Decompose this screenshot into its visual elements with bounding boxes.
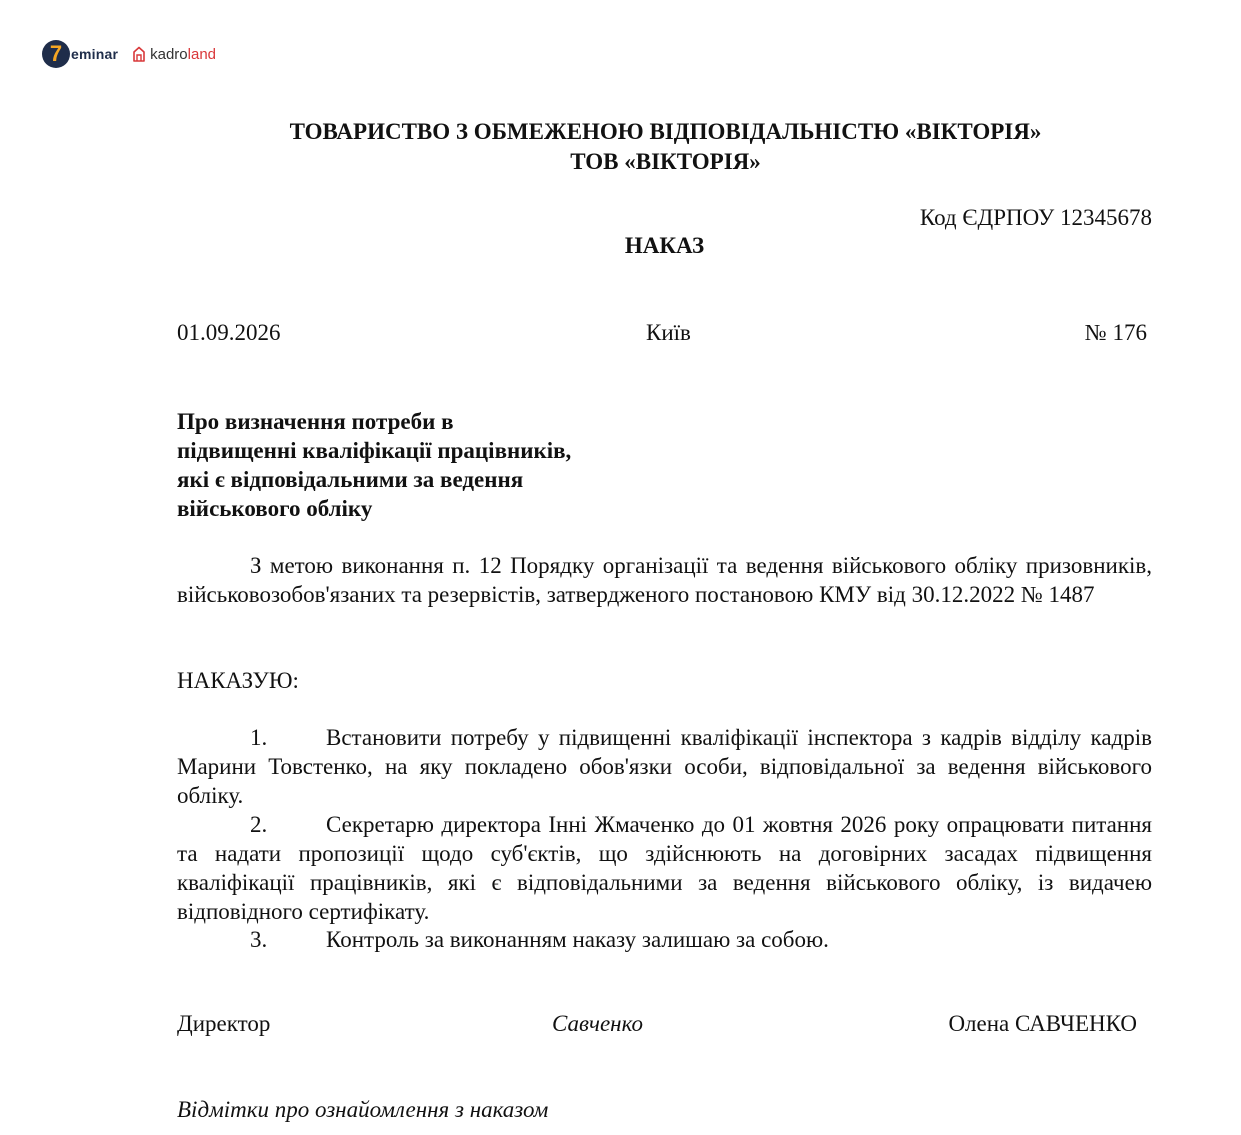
seminar-logo [42,40,118,68]
order-item [177,723,1152,810]
header-logos [42,38,216,70]
order-number: № 176 [1084,320,1147,345]
signatory-position: Директор [177,1011,271,1036]
order-item [177,810,1152,926]
order-preamble: З метою виконання п. 12 Порядку організації та ведення військового обліку призовників, військовозобов'язаних та резервістів, затвердженого постановою КМУ від 30.12.2022 № 1487 [177,553,1152,607]
signature-row [177,1011,1137,1041]
kadroland-logo-text-kadro: kadro [150,45,188,63]
subject-line: військового обліку [177,496,373,521]
order-item-text: Контроль за виконанням наказу залишаю за собою. [326,927,829,952]
subject-line: Про визначення потреби в [177,409,454,434]
acknowledgement-note: Відмітки про ознайомлення з наказом [177,1097,549,1122]
order-title: НАКАЗ [624,233,705,258]
order-subject [177,407,637,523]
subject-line: які є відповідальними за ведення [177,467,524,492]
seminar-logo-text: eminar [71,46,119,62]
signature: Савченко [552,1011,643,1036]
order-city: Київ [646,320,691,345]
kadroland-logo [132,46,216,63]
signatory-name: Олена САВЧЕНКО [948,1011,1137,1036]
order-item-text: Секретарю директора Інні Жмаченко до 01 жовтня 2026 року опрацювати питання та надати пропозиції щодо суб'єктів, що здійснюють на договірних засадах підвищення кваліфікації працівників, які є відповідальними за ведення військового обліку, із видачею відповідного сертифікату. [177,812,1152,924]
order-directive-word: НАКАЗУЮ: [177,668,299,693]
house-icon [132,46,146,62]
order-item-text: Встановити потребу у підвищенні кваліфікації інспектора з кадрів відділу кадрів Марини Товстенко, на яку покладено обов'язки особи, відповідальної за ведення військового обліку. [177,725,1152,808]
order-meta-row [177,320,1147,350]
order-item [177,925,1152,954]
company-short-name: ТОВ «ВІКТОРІЯ» [570,149,761,174]
order-item-number: 2. [250,812,268,837]
edrpou-code: Код ЄДРПОУ 12345678 [919,205,1152,230]
company-name-block [45,117,1241,177]
company-full-name: ТОВАРИСТВО З ОБМЕЖЕНОЮ ВІДПОВІДАЛЬНІСТЮ «ВІКТОРІЯ» [289,119,1042,144]
seminar-badge-icon: 7 [42,40,70,68]
order-date: 01.09.2026 [177,320,281,345]
subject-line: підвищенні кваліфікації працівників, [177,438,572,463]
kadroland-logo-text-land: land [187,45,217,63]
order-item-number: 3. [250,927,268,952]
order-item-number: 1. [250,725,268,750]
